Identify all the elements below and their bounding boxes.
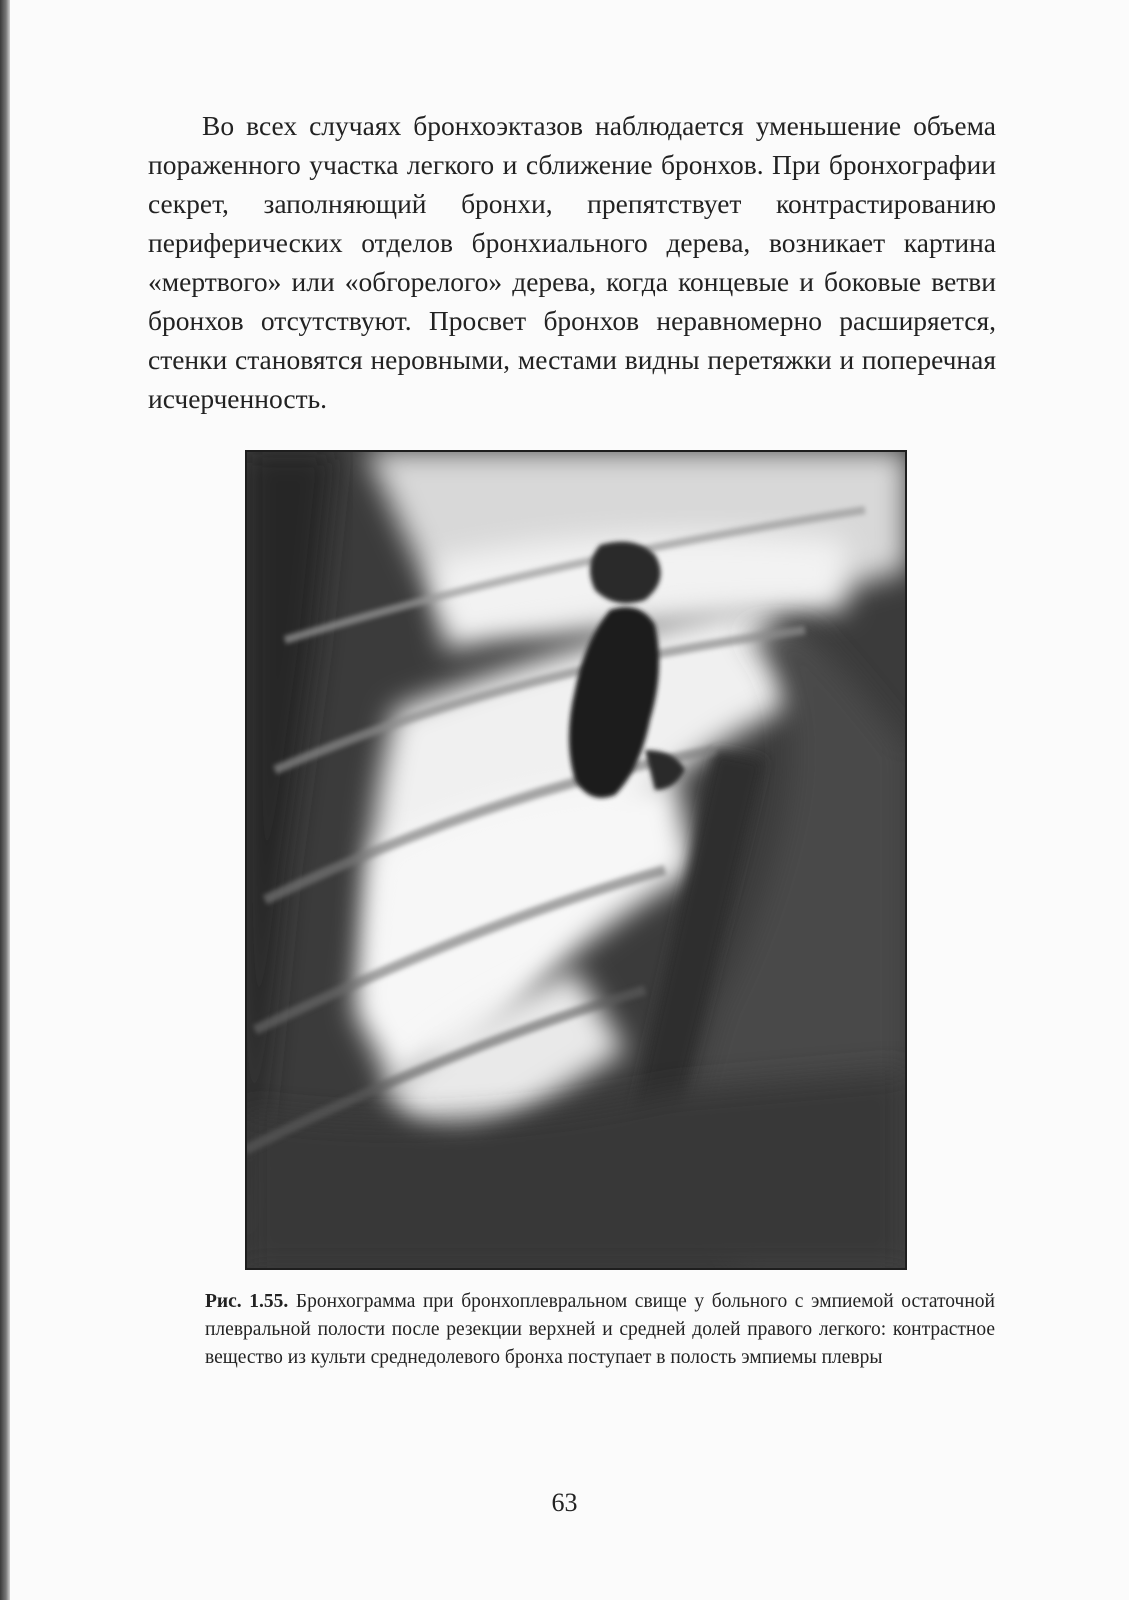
figure-caption-text: Бронхограмма при бронхоплевральном свище у больного с эмпиемой остаточной плевральной полости после резекции верхней и средней долей правого легкого: контрастное вещество из культи среднедолевого бронха поступает в полость эмпиемы плевры	[205, 1291, 995, 1368]
book-spine-shadow	[0, 0, 10, 1600]
body-paragraph: Во всех случаях бронхоэктазов наблюдается уменьшение объема пораженного участка легкого и сближение бронхов. При бронхографии секрет, заполняющий бронхи, препятствует контрастированию периферических отделов бронхиального дерева, возникает картина «мертвого» или «обгорелого» дерева, когда концевые и боковые ветви бронхов отсутствуют. Просвет бронхов неравномерно расширяется, стенки становятся неровными, местами видны перетяжки и поперечная исчерченность.	[148, 110, 996, 414]
xray-illustration	[245, 450, 907, 1270]
figure-label: Рис. 1.55.	[205, 1291, 289, 1312]
bronchogram-xray-image	[245, 450, 907, 1270]
figure-caption	[205, 1288, 995, 1372]
page-number: 63	[551, 1488, 578, 1517]
